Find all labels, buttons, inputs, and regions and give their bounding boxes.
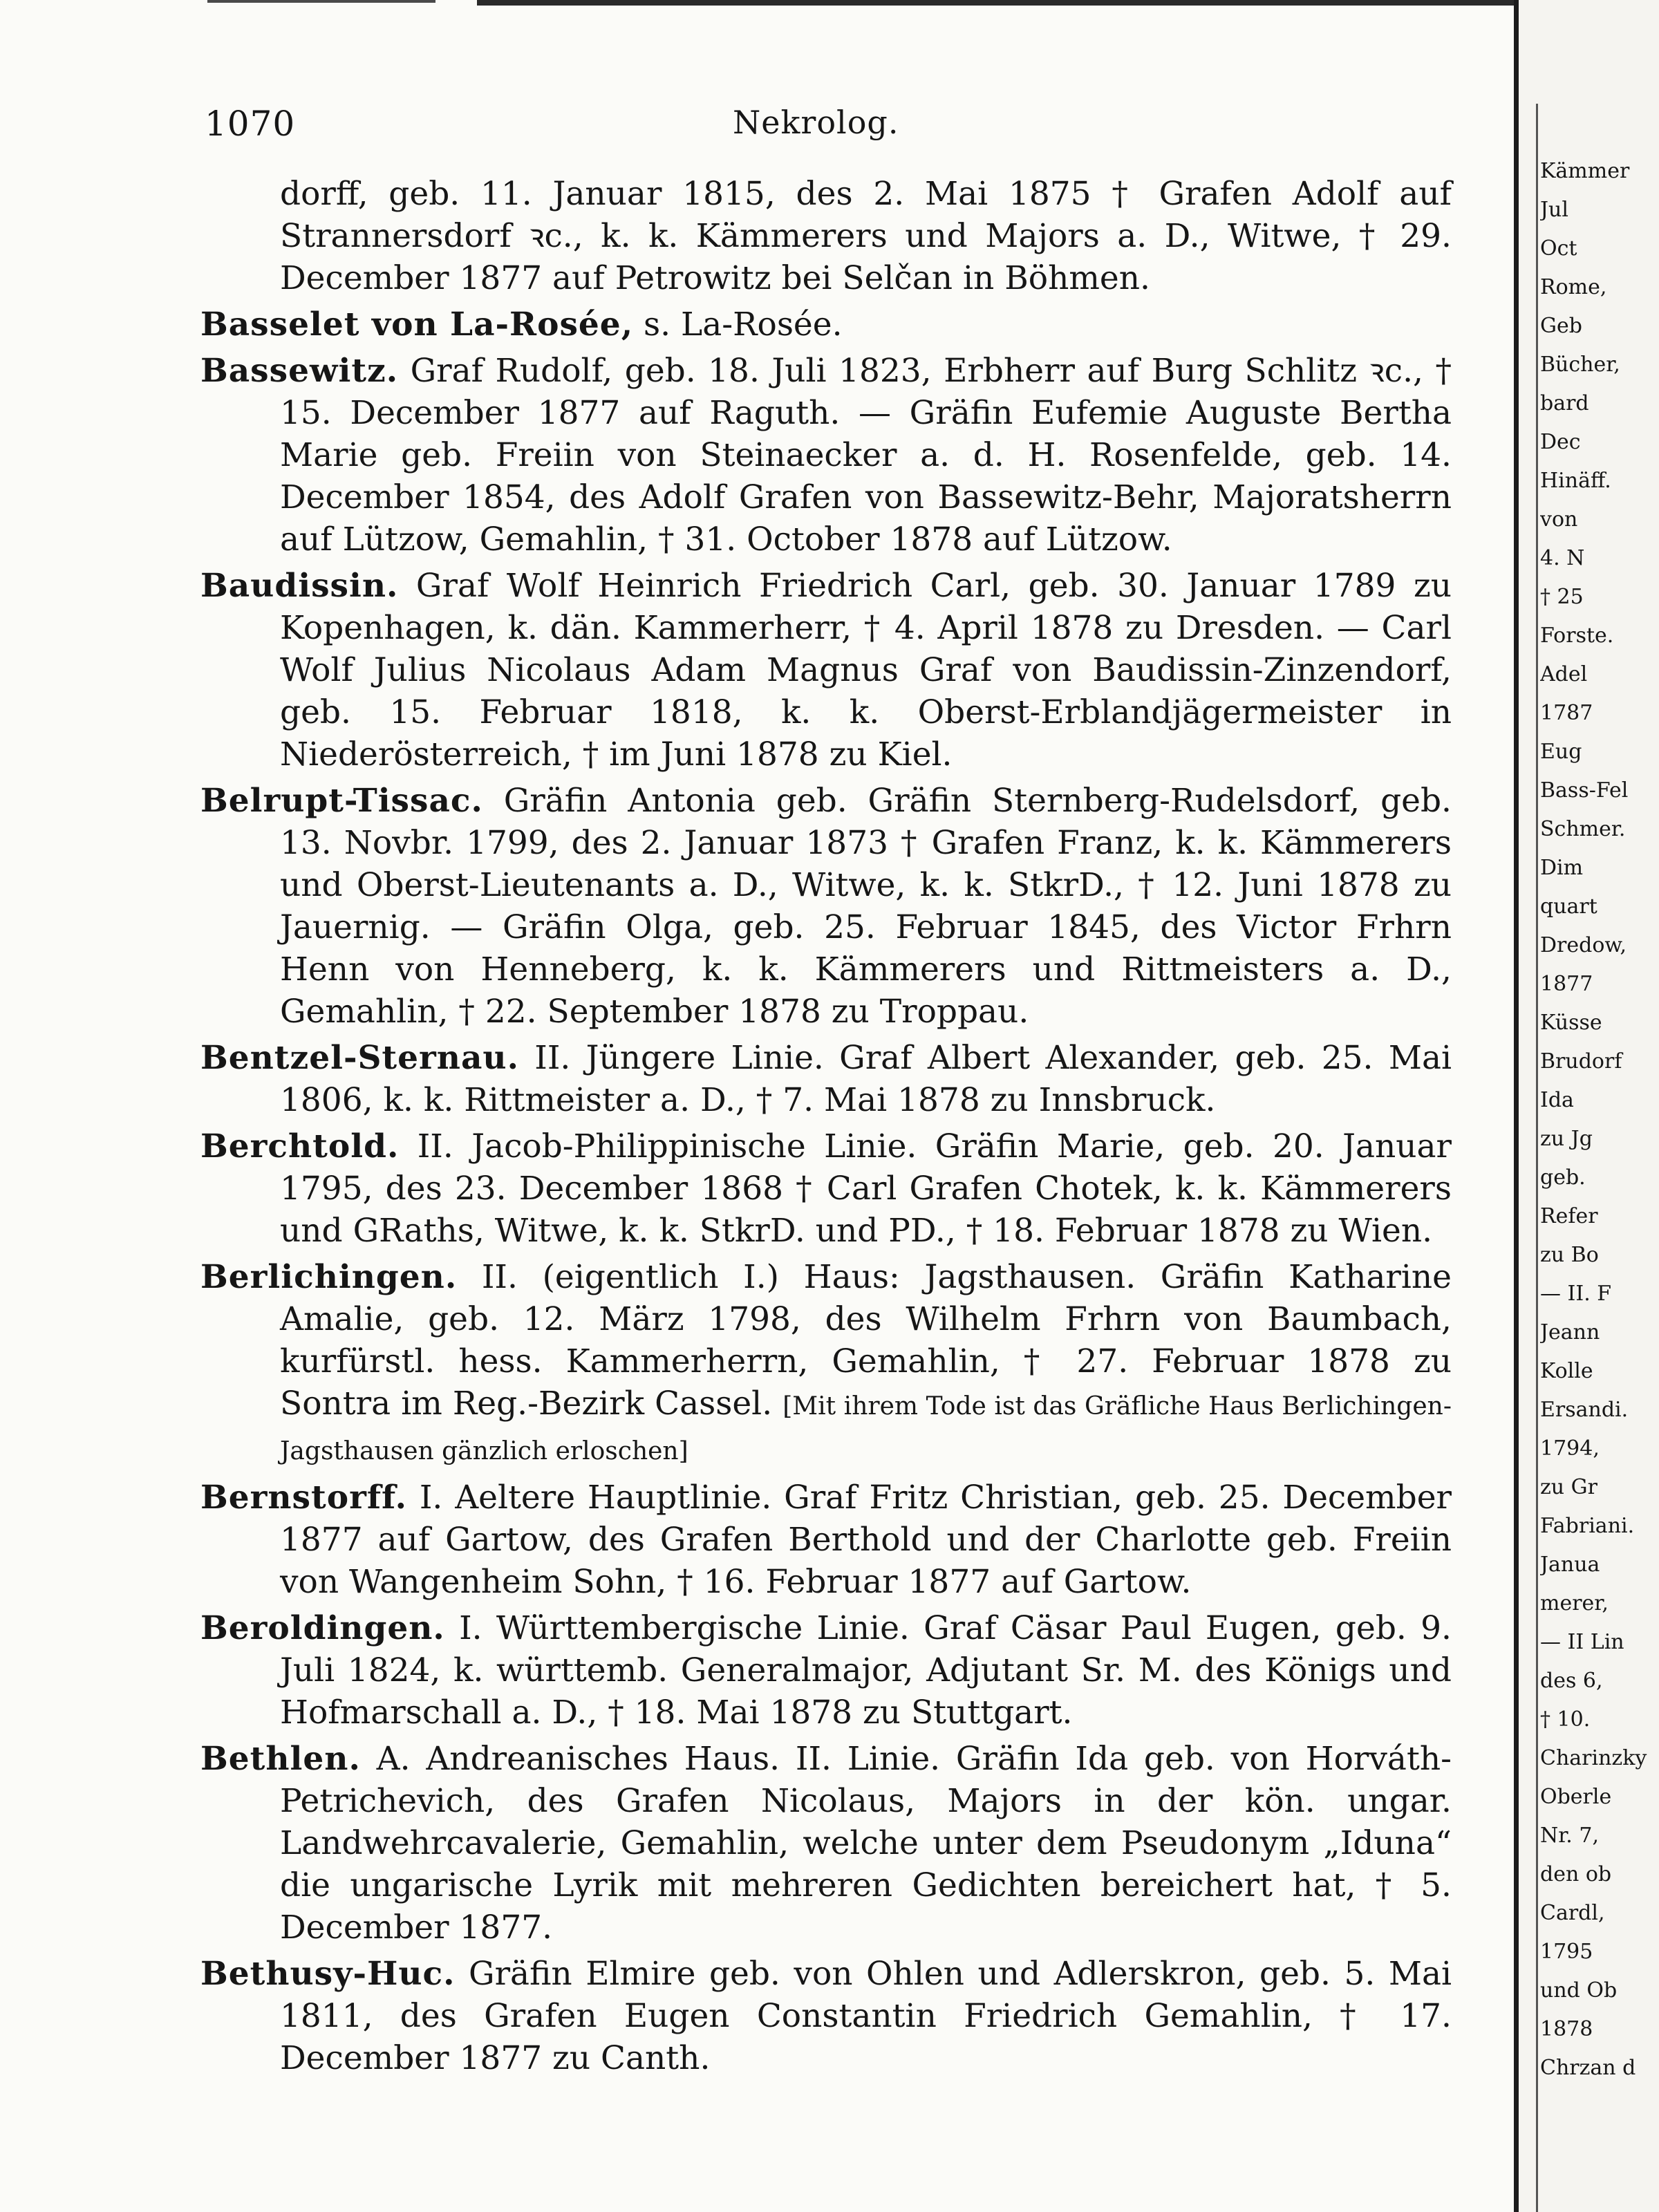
margin-fragment: merer, <box>1540 1591 1609 1615</box>
top-rule-left <box>207 0 435 3</box>
obituary-column <box>200 173 1452 2083</box>
entry-beroldingen <box>200 1607 1452 1734</box>
margin-fragment: Janua <box>1540 1553 1600 1577</box>
margin-fragment: Cardl, <box>1540 1901 1605 1925</box>
entry-text: II. Jüngere Linie. Graf Albert Alexander, geb. 25. Mai 1806, k. k. Rittmeister a. D., † 7. Mai 1878 zu Innsbruck. <box>280 1039 1452 1119</box>
margin-fragment: † 25 <box>1540 585 1584 609</box>
margin-fragment: Ida <box>1540 1088 1574 1112</box>
margin-fragment: Geb <box>1540 314 1582 338</box>
margin-fragment: quart <box>1540 894 1597 919</box>
entry-text: I. Württembergische Linie. Graf Cäsar Paul Eugen, geb. 9. Juli 1824, k. württemb. Generalmajor, Adjutant Sr. M. des Königs und Hofmarschall a. D., † 18. Mai 1878 zu Stuttgart. <box>280 1609 1452 1732</box>
margin-fragment: — II. F <box>1540 1282 1612 1306</box>
margin-fragment: 1878 <box>1540 2017 1593 2041</box>
margin-fragment: zu Gr <box>1540 1475 1597 1499</box>
margin-fragment: — II Lin <box>1540 1630 1624 1654</box>
entry-text: Graf Rudolf, geb. 18. Juli 1823, Erbherr auf Burg Schlitz ꝛc., † 15. December 1877 auf Raguth. — Gräfin Eufemie Auguste Bertha Marie geb. Freiin von Steinaecker a. d. H. Rosenfelde, geb. 14. December 1854, des Adolf Grafen von Bassewitz-Behr, Majoratsherrn auf Lützow, Gemahlin, † 31. October 1878 auf Lützow. <box>280 352 1452 559</box>
entry-surname: Bernstorff. <box>200 1479 407 1517</box>
entry-bethlen <box>200 1738 1452 1949</box>
entry-surname: Bentzel-Sternau. <box>200 1039 519 1077</box>
margin-fragment: und Ob <box>1540 1978 1618 2003</box>
adjacent-page-fragments <box>1540 152 1658 2088</box>
entry-bassewitz <box>200 350 1452 561</box>
entry-text: Gräfin Antonia geb. Gräfin Sternberg-Rudelsdorf, geb. 13. Novbr. 1799, des 2. Januar 1873 † Grafen Franz, k. k. Kämmerers und Oberst-Lieutenants a. D., Witwe, k. k. StkrD., † 12. Juni 1878 zu Jauernig. — Gräfin Olga, geb. 25. Februar 1845, des Victor Frhrn Henn von Henneberg, k. k. Kämmerers und Rittmeisters a. D., Gemahlin, † 22. September 1878 zu Troppau. <box>280 782 1452 1031</box>
margin-fragment: Dredow, <box>1540 933 1627 957</box>
margin-fragment: Kämmer <box>1540 159 1630 183</box>
entry-belrupt-tissac <box>200 780 1452 1033</box>
entry-basselet <box>200 303 1452 346</box>
margin-fragment: Oberle <box>1540 1785 1612 1809</box>
margin-fragment: 1877 <box>1540 972 1593 996</box>
margin-fragment: Fabriani. <box>1540 1514 1635 1538</box>
margin-fragment: Schmer. <box>1540 817 1626 841</box>
entry-surname: Baudissin. <box>200 567 399 605</box>
margin-fragment: zu Bo <box>1540 1243 1599 1267</box>
margin-fragment: Bücher, <box>1540 353 1620 377</box>
entry-text: II. Jacob-Philippinische Linie. Gräfin Marie, geb. 20. Januar 1795, des 23. December 1868 † Carl Grafen Chotek, k. k. Kämmerers und GRaths, Witwe, k. k. StkrD. und PD., † 18. Februar 1878 zu Wien. <box>280 1127 1452 1250</box>
margin-fragment: † 10. <box>1540 1707 1591 1732</box>
entry-bentzel-sternau <box>200 1037 1452 1121</box>
margin-fragment: Ersandi. <box>1540 1398 1629 1422</box>
margin-fragment: 1795 <box>1540 1940 1593 1964</box>
entry-surname: Bethusy-Huc. <box>200 1955 456 1993</box>
entry-note: [Mit ihrem Tode ist das Gräfliche Haus Berlichingen-Jagsthausen gänzlich erloschen] <box>280 1392 1452 1465</box>
margin-fragment: Charinzky <box>1540 1746 1647 1770</box>
margin-fragment: Küsse <box>1540 1011 1602 1035</box>
margin-fragment: Jeann <box>1540 1320 1600 1344</box>
margin-fragment: 1787 <box>1540 701 1593 725</box>
entry-berlichingen <box>200 1256 1452 1472</box>
margin-fragment: Jul <box>1540 198 1568 222</box>
entry-surname: Berchtold. <box>200 1127 400 1165</box>
entry-text: A. Andreanisches Haus. II. Linie. Gräfin Ida geb. von Horváth-Petrichevich, des Grafen Nicolaus, Majors in der kön. ungar. Landwehrcavalerie, Gemahlin, welche unter dem Pseudonym „Iduna“ die ungarische Lyrik mit mehreren Gedichten bereichert hat, † 5. December 1877. <box>280 1740 1452 1947</box>
margin-fragment: Adel <box>1540 662 1588 686</box>
margin-fragment: Nr. 7, <box>1540 1824 1599 1848</box>
entry-berchtold <box>200 1125 1452 1252</box>
entry-text: Gräfin Elmire geb. von Ohlen und Adlerskron, geb. 5. Mai 1811, des Grafen Eugen Constantin Friedrich Gemahlin, † 17. December 1877 zu Canth. <box>280 1955 1452 2077</box>
margin-fragment: den ob <box>1540 1862 1612 1886</box>
entry-surname: Beroldingen. <box>200 1609 445 1647</box>
entry-surname: Bassewitz. <box>200 352 399 390</box>
margin-fragment: zu Jg <box>1540 1127 1593 1151</box>
margin-fragment: Bass-Fel <box>1540 778 1629 803</box>
entry-text: Graf Wolf Heinrich Friedrich Carl, geb. 30. Januar 1789 zu Kopenhagen, k. dän. Kammerherr, † 4. April 1878 zu Dresden. — Carl Wolf Julius Nicolaus Adam Magnus Graf von Baudissin-Zinzendorf, geb. 15. Februar 1818, k. k. Oberst-Erblandjägermeister in Niederösterreich, † im Juni 1878 zu Kiel. <box>280 567 1452 774</box>
entry-bethusy-huc <box>200 1953 1452 2079</box>
margin-fragment: 1794, <box>1540 1436 1600 1461</box>
entry-text: I. Aeltere Hauptlinie. Graf Fritz Christian, geb. 25. December 1877 auf Gartow, des Grafen Berthold und der Charlotte geb. Freiin von Wangenheim Sohn, † 16. Februar 1877 auf Gartow. <box>280 1479 1452 1601</box>
margin-fragment: Rome, <box>1540 275 1607 299</box>
margin-fragment: bard <box>1540 391 1589 415</box>
margin-fragment: geb. <box>1540 1165 1586 1190</box>
entry-baudissin <box>200 565 1452 776</box>
margin-fragment: Kolle <box>1540 1359 1593 1383</box>
margin-fragment: von <box>1540 507 1578 532</box>
entry-bernstorff <box>200 1477 1452 1603</box>
top-rule <box>477 0 1514 6</box>
running-head: Nekrolog. <box>733 104 899 141</box>
margin-fragment: 4. N <box>1540 546 1585 570</box>
adjacent-page-rule <box>1536 104 1538 2212</box>
margin-fragment: Forste. <box>1540 624 1614 648</box>
margin-fragment: des 6, <box>1540 1669 1603 1693</box>
margin-fragment: Oct <box>1540 236 1577 261</box>
entry-surname: Basselet von La-Rosée, <box>200 306 634 344</box>
margin-fragment: Hinäff. <box>1540 469 1611 493</box>
margin-fragment: Dim <box>1540 856 1584 880</box>
margin-fragment: Eug <box>1540 740 1582 764</box>
margin-fragment: Refer <box>1540 1204 1598 1228</box>
entry-continuation <box>200 173 1452 299</box>
entry-text: dorff, geb. 11. Januar 1815, des 2. Mai 1875 † Grafen Adolf auf Strannersdorf ꝛc., k. k. Kämmerers und Majors a. D., Witwe, † 29. December 1877 auf Petrowitz bei Selčan in Böhmen. <box>280 175 1452 297</box>
margin-fragment: Dec <box>1540 430 1581 454</box>
entry-surname: Berlichingen. <box>200 1258 458 1296</box>
entry-surname: Bethlen. <box>200 1740 361 1778</box>
entry-surname: Belrupt-Tissac. <box>200 782 483 820</box>
entry-text: II. (eigentlich I.) Haus: Jagsthausen. Gräfin Katharine Amalie, geb. 12. März 1798, des Wilhelm Frhrn von Baumbach, kurfürstl. hess. Kammerherrn, Gemahlin, † 27. Februar 1878 zu Sontra im Reg.-Bezirk Cassel. <box>280 1258 1452 1423</box>
entry-text: s. La-Rosée. <box>633 306 843 344</box>
page-gutter-line <box>1514 0 1519 2212</box>
margin-fragment: Brudorf <box>1540 1049 1622 1074</box>
margin-fragment: Chrzan d <box>1540 2056 1636 2080</box>
page-number: 1070 <box>205 104 296 144</box>
